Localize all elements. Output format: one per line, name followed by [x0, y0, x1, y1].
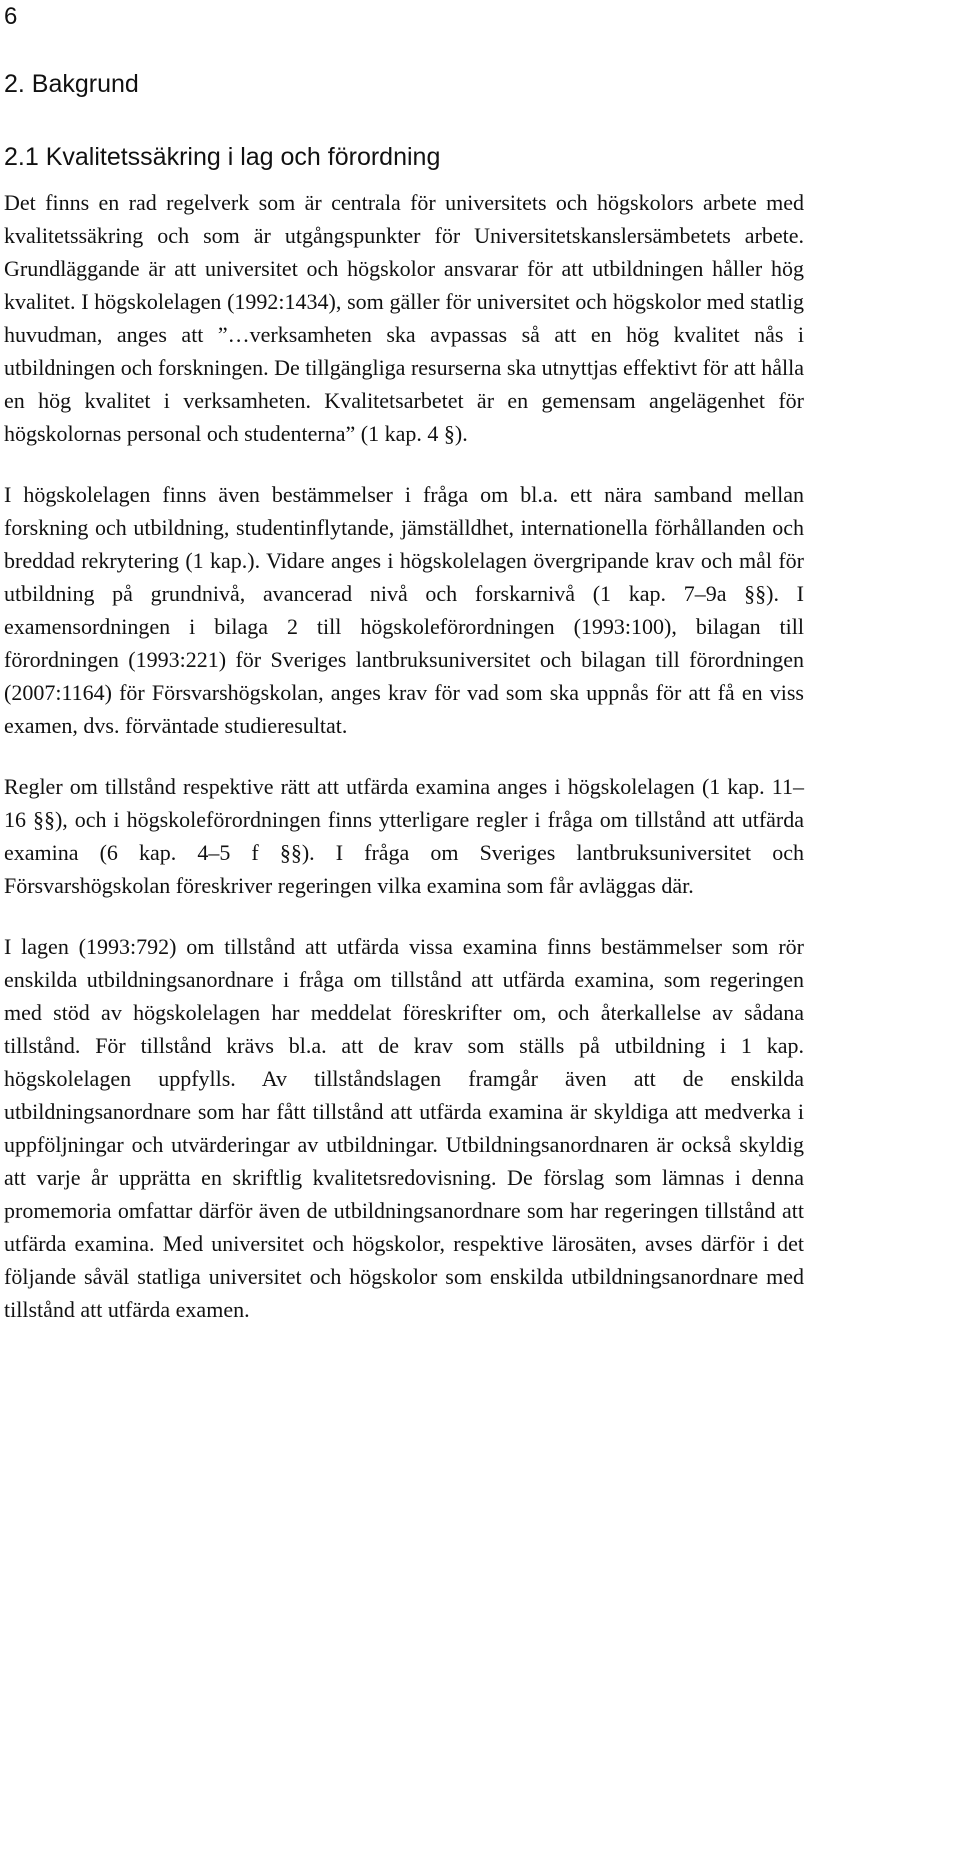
chapter-heading: 2. Bakgrund [4, 70, 139, 98]
paragraph: I högskolelagen finns även bestämmelser i fråga om bl.a. ett nära samband mellan forskning och utbildning, studentinflytande, jämställdhet, internationella förhållanden och breddad rekrytering (1 kap.). Vidare anges i högskolelagen övergripande krav och mål för utbildning på grundnivå, avancerad nivå och forskarnivå (1 kap. 7–9a §§). I examensordningen i bilaga 2 till högskoleförordningen (1993:100), bilagan till förordningen (1993:221) för Sveriges lantbruksuniversitet och bilagan till förordningen (2007:1164) för Försvarshögskolan, anges krav för vad som ska uppnås för att få en viss examen, dvs. förväntade studieresultat. [4, 482, 804, 738]
paragraph: I lagen (1993:792) om tillstånd att utfärda vissa examina finns bestämmelser som rör enskilda utbildningsanordnare i fråga om tillstånd att utfärda examina, som regeringen med stöd av högskolelagen har meddelat föreskrifter om, och återkallelse av sådana tillstånd. För tillstånd krävs bl.a. att de krav som ställs på utbildning i 1 kap. högskolelagen uppfylls. Av tillståndslagen framgår även att de enskilda utbildningsanordnare som har fått tillstånd att utfärda examina är skyldiga att medverka i uppföljningar och utvärderingar av utbildningar. Utbildningsanordnaren är också skyldig att varje år upprätta en skriftlig kvalitetsredovisning. De förslag som lämnas i denna promemoria omfattar därför även de utbildningsanordnare som har regeringen tillstånd att utfärda examina. Med universitet och högskolor, respektive lärosäten, avses därför i det följande såväl statliga universitet och högskolor som enskilda utbildningsanordnare med tillstånd att utfärda examen. [4, 934, 804, 1322]
body-text [4, 186, 804, 1326]
paragraph: Regler om tillstånd respektive rätt att utfärda examina anges i högskolelagen (1 kap. 11–16 §§), och i högskoleförordningen finns ytterligare regler i fråga om tillstånd att utfärda examina (6 kap. 4–5 f §§). I fråga om Sveriges lantbruksuniversitet och Försvarshögskolan föreskriver regeringen vilka examina som får avläggas där. [4, 774, 804, 898]
paragraph: Det finns en rad regelverk som är centrala för universitets och högskolors arbete med kvalitetssäkring och som är utgångspunkter för Universitetskanslersämbetets arbete. Grundläggande är att universitet och högskolor ansvarar för att utbildningen håller hög kvalitet. I högskolelagen (1992:1434), som gäller för universitet och högskolor med statlig huvudman, anges att ”…verksamheten ska avpassas så att en hög kvalitet nås i utbildningen och forskningen. De tillgängliga resurserna ska utnyttjas effektivt för att hålla en hög kvalitet i verksamheten. Kvalitetsarbetet är en gemensam angelägenhet för högskolornas personal och studenterna” (1 kap. 4 §). [4, 190, 804, 446]
page-number: 6 [4, 3, 18, 30]
section-heading: 2.1 Kvalitetssäkring i lag och förordning [4, 143, 441, 171]
